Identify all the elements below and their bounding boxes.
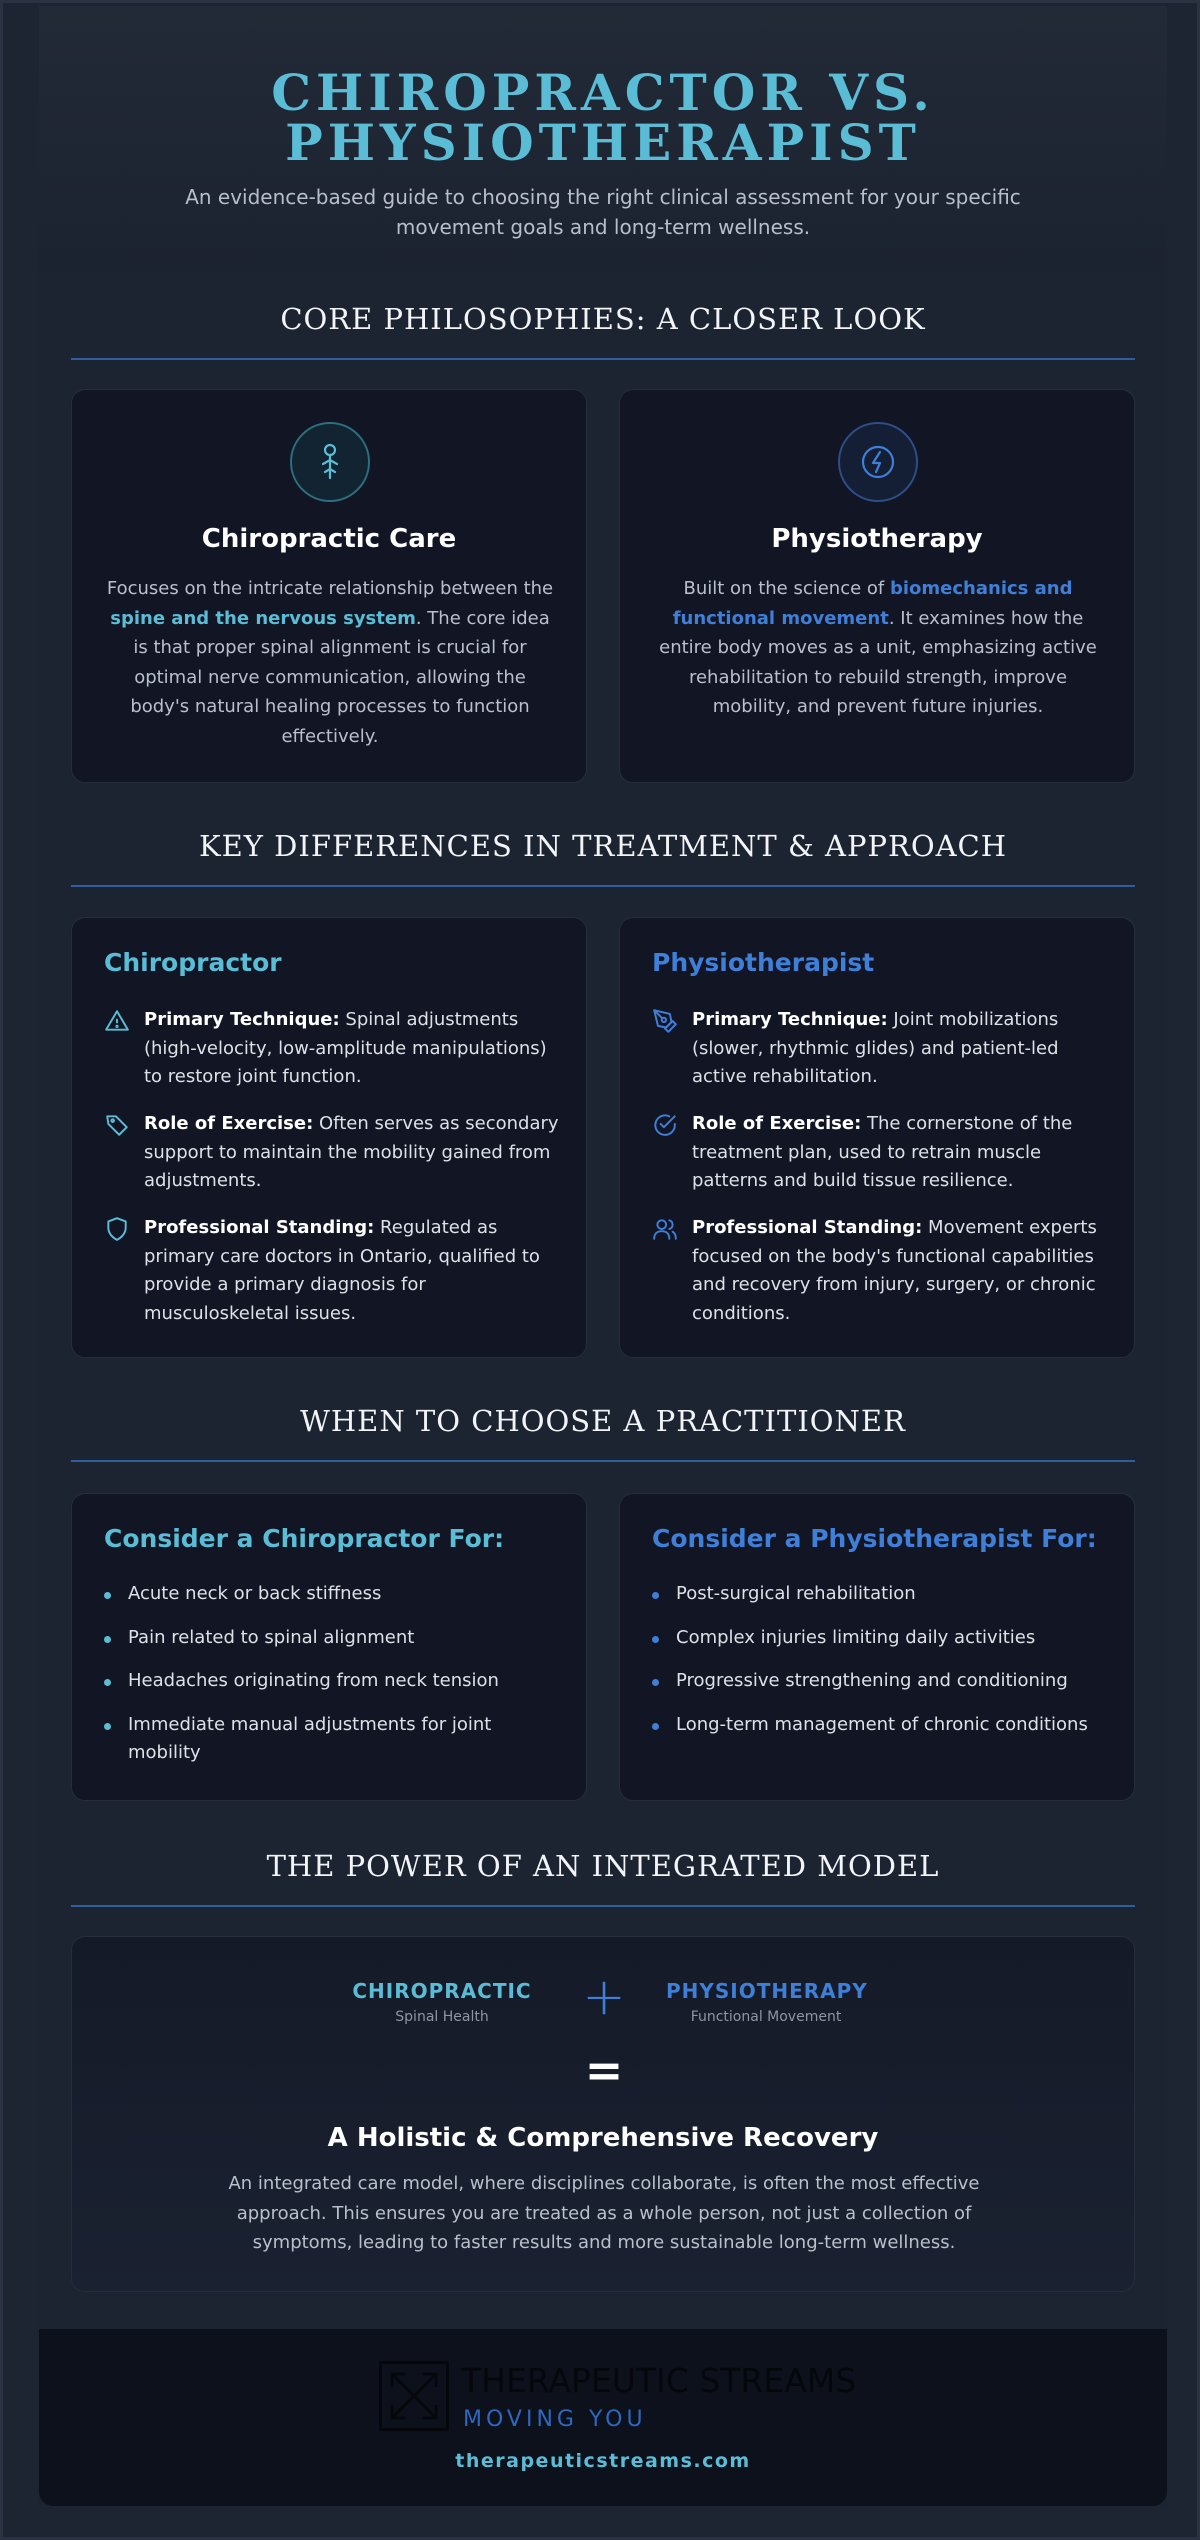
list-item: Pain related to spinal alignment (104, 1624, 560, 1653)
chiropractic-card-title: Chiropractic Care (201, 524, 457, 554)
users-icon (652, 1216, 678, 1242)
title-line-2: PHYSIOTHERAPIST (285, 113, 921, 172)
chiropractor-indications-list (104, 1580, 560, 1783)
chiropractic-philosophy-card (71, 389, 587, 783)
chiropractor-indications-title: Consider a Chiropractor For: (104, 1524, 505, 1553)
bullet-icon (104, 1723, 111, 1730)
physiotherapy-term-sub: Functional Movement (690, 2009, 842, 2025)
logo-icon (379, 2361, 449, 2431)
physiotherapy-card-title: Physiotherapy (771, 524, 983, 554)
physiotherapy-term (666, 1979, 866, 2025)
physiotherapist-indications-list (652, 1580, 1108, 1754)
warning-triangle-icon (104, 1008, 130, 1034)
list-item: Long-term management of chronic conditions (652, 1711, 1108, 1740)
chiropractic-card-text: Focuses on the intricate relationship between the spine and the nervous system. The core idea is that proper spinal alignment is crucial for optimal nerve communication, allowing the body's natural healing processes to function effectively. (106, 578, 554, 747)
bullet-icon (652, 1723, 659, 1730)
physiotherapy-card-text: Built on the science of biomechanics and functional movement. It examines how the entire body moves as a unit, emphasizing active rehabilitation to rebuild strength, improve mobility, and prevent future injuries. (659, 578, 1097, 717)
physiotherapy-philosophy-card (619, 389, 1135, 783)
list-item: Complex injuries limiting daily activities (652, 1624, 1108, 1653)
activity-icon (838, 422, 918, 502)
list-item: Headaches originating from neck tension (104, 1667, 560, 1696)
pen-tool-icon (652, 1008, 678, 1034)
chiropractic-highlight: spine and the nervous system (110, 607, 416, 629)
integrated-result-text: An integrated care model, where disciplines collaborate, is often the most effective approach. This ensures you are treated as a whole person, not just a collection of symptoms, leading to faster results and more sustainable long-term wellness. (228, 2173, 980, 2253)
plus-icon: + (582, 1967, 626, 2027)
integrated-model-card (71, 1936, 1135, 2292)
bullet-icon (104, 1636, 111, 1643)
chiropractor-indications-card (71, 1493, 587, 1801)
spine-icon (290, 422, 370, 502)
page-subtitle: An evidence-based guide to choosing the right clinical assessment for your specific movement goals and long-term wellness. (185, 185, 1021, 239)
bullet-icon (652, 1679, 659, 1686)
list-item: Progressive strengthening and conditioning (652, 1667, 1108, 1696)
logo-tagline: MOVING YOU (463, 2407, 647, 2432)
physiotherapy-highlight: biomechanics and functional movement (672, 578, 1073, 629)
section-title-philosophies: CORE PHILOSOPHIES: A CLOSER LOOK (71, 302, 1135, 360)
chiropractor-differences-title: Chiropractor (104, 948, 282, 977)
section-title-choose: WHEN TO CHOOSE A PRACTITIONER (71, 1404, 1135, 1462)
title-line-1: CHIROPRACTOR VS. (271, 63, 935, 122)
section-title-integrated: THE POWER OF AN INTEGRATED MODEL (71, 1849, 1135, 1907)
physiotherapist-differences-title: Physiotherapist (652, 948, 875, 977)
logo-wordmark: THERAPEUTIC STREAMS (461, 2361, 857, 2400)
bullet-icon (104, 1679, 111, 1686)
footer (39, 2329, 1167, 2506)
physiotherapist-indications-card (619, 1493, 1135, 1801)
list-item: Immediate manual adjustments for joint mobility (104, 1711, 560, 1768)
website-link[interactable]: therapeuticstreams.com (455, 2450, 751, 2472)
shield-icon (104, 1216, 130, 1242)
physiotherapist-differences-card: Physiotherapist Primary Technique: Joint mobilizations (slower, rhythmic glides) and patient-led active rehabilitation. Role of Exercise: The cornerstone of the treatment plan, used to retrain muscle patterns and build tissue resilience. Professional Standing: Movement experts focused on the body's functional capabilities and recovery from injury, surgery, or chronic conditions. (619, 917, 1135, 1358)
section-title-differences: KEY DIFFERENCES IN TREATMENT & APPROACH (71, 829, 1135, 887)
physiotherapy-term-label: PHYSIOTHERAPY (666, 1979, 868, 2003)
page-title (39, 63, 1167, 172)
hero-header (39, 6, 1167, 271)
list-item: Post-surgical rehabilitation (652, 1580, 1108, 1609)
infographic (39, 6, 1167, 2506)
equals-icon: = (584, 2043, 624, 2097)
check-circle-icon (652, 1112, 678, 1138)
list-item: Acute neck or back stiffness (104, 1580, 560, 1609)
physiotherapist-indications-title: Consider a Physiotherapist For: (652, 1524, 1097, 1553)
bullet-icon (652, 1592, 659, 1599)
chiropractor-differences-card: Chiropractor Primary Technique: Spinal adjustments (high-velocity, low-amplitude manipulations) to restore joint function. Role of Exercise: Often serves as secondary support to maintain the mobility gained from adjustments. Professional Standing: Regulated as primary care doctors in Ontario, qualified to provide a primary diagnosis for musculoskeletal issues. (71, 917, 587, 1358)
chiropractic-term-label: CHIROPRACTIC (352, 1979, 532, 2003)
integrated-result-title: A Holistic & Comprehensive Recovery (327, 2123, 879, 2153)
bullet-icon (652, 1636, 659, 1643)
chiropractic-term-sub: Spinal Health (395, 2009, 489, 2025)
tag-icon (104, 1112, 130, 1138)
chiropractic-term (342, 1979, 542, 2025)
bullet-icon (104, 1592, 111, 1599)
